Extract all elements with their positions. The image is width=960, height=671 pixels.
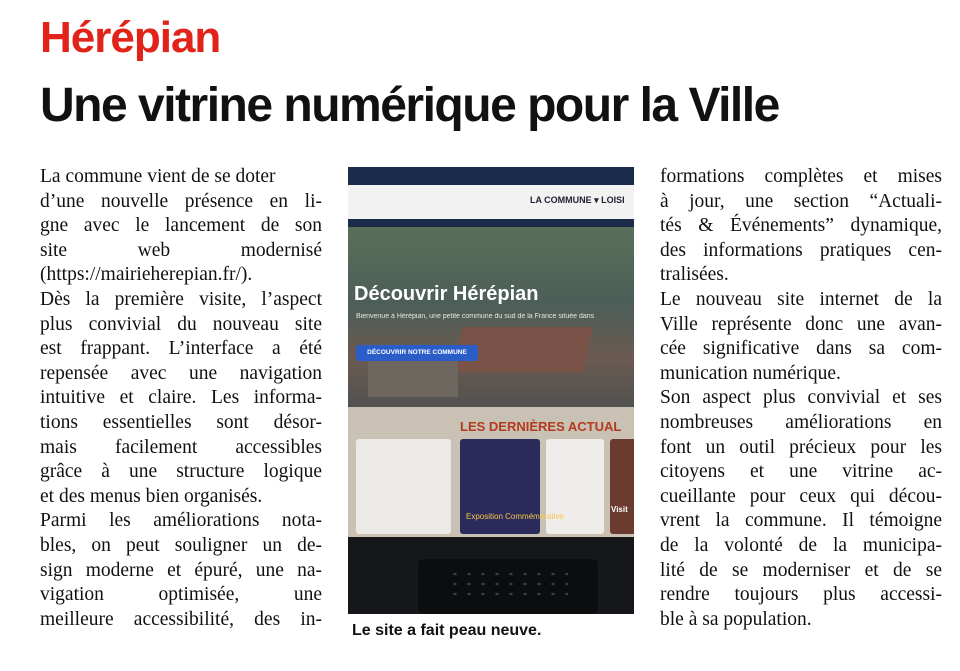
screen-roof-shape — [368, 357, 458, 397]
article-text-line: de la volonté de la municipa- — [660, 534, 942, 556]
screen-hero-subtitle: Bienvenue à Hérépian, une petite commune du sud de la France située dans — [356, 313, 595, 320]
article-text-line: plus convivial du nouveau site — [40, 313, 322, 335]
article-text-line: bles, on peut souligner un de- — [40, 534, 322, 556]
article-text-line: d’une nouvelle présence en li- — [40, 190, 322, 212]
article-text-line: nombreuses améliorations en — [660, 411, 942, 433]
article-text-line: tés & Événements” dynamique, — [660, 215, 942, 237]
screen-hero-button: DÉCOUVRIR NOTRE COMMUNE — [356, 345, 478, 361]
article-text-line: et des menus bien organisés. — [40, 485, 263, 507]
article-column-right — [660, 165, 942, 632]
screen-news-title: LES DERNIÈRES ACTUAL — [460, 419, 622, 434]
screen-card-text: Visit — [611, 505, 628, 514]
article-text-line: rendre toujours plus accessi- — [660, 584, 942, 606]
article-text-line: font un outil précieux pour les — [660, 436, 942, 458]
article-text-line: munication numérique. — [660, 362, 841, 384]
article-text-line: cée significative dans sa com- — [660, 338, 942, 360]
article-text-line: grâce à une structure logique — [40, 461, 322, 483]
article-text-line: Le nouveau site internet de la — [660, 288, 942, 310]
article-text-line: tions essentielles sont désor- — [40, 411, 322, 433]
article-text-line: mais facilement accessibles — [40, 436, 322, 458]
photo-caption: Le site a fait peau neuve. — [352, 622, 542, 639]
article-text-line: gne avec le lancement de son — [40, 215, 322, 237]
phone-keypad — [448, 569, 568, 599]
article-text-line: lité de se moderniser et de se — [660, 559, 942, 581]
article-text-line: vigation optimisée, une — [40, 584, 322, 606]
screen-hero-title: Découvrir Hérépian — [354, 283, 539, 305]
article-text-line: vrent la commune. Il témoigne — [660, 510, 942, 532]
article-text-line: ble à sa population. — [660, 608, 812, 630]
article-text-line: Dès la première visite, l’aspect — [40, 288, 322, 310]
article-text-line: citoyens et une vitrine ac- — [660, 461, 942, 483]
screen-news-card — [356, 439, 451, 534]
screen-news-card — [610, 439, 634, 534]
article-headline: Une vitrine numérique pour la Ville — [40, 79, 779, 132]
article-text-line: intuitive et claire. Les informa- — [40, 387, 322, 409]
article-text-line: cueillante pour ceux qui décou- — [660, 485, 942, 507]
article-text-line: est frappant. L’interface a été — [40, 338, 322, 360]
article-text-line: des informations pratiques cen- — [660, 239, 942, 261]
article-text-line: tralisées. — [660, 264, 729, 286]
article-text-line: La commune vient de se doter — [40, 166, 276, 187]
article-text-line: Son aspect plus convivial et ses — [660, 387, 942, 409]
article-kicker: Hérépian — [40, 13, 221, 62]
article-text-line: site web modernisé — [40, 239, 322, 261]
article-text-line: formations complètes et mises — [660, 166, 942, 187]
screen-card-text: Exposition Commémorative — [466, 512, 564, 521]
article-text-line: sign moderne et épuré, une na- — [40, 559, 322, 581]
article-column-left — [40, 165, 322, 632]
article-photo — [348, 167, 634, 614]
article-text-line: meilleure accessibilité, des in- — [40, 608, 322, 630]
article-text-line: (https://mairieherepian.fr/). — [40, 264, 253, 286]
article-text-line: à jour, une section “Actuali- — [660, 190, 942, 212]
screen-nav-text: LA COMMUNE ▾ LOISI — [530, 195, 625, 205]
article-text-line: repensée avec une navigation — [40, 362, 322, 384]
article-text-line: Parmi les améliorations nota- — [40, 510, 322, 532]
article-text-line: Ville représente donc une avan- — [660, 313, 942, 335]
